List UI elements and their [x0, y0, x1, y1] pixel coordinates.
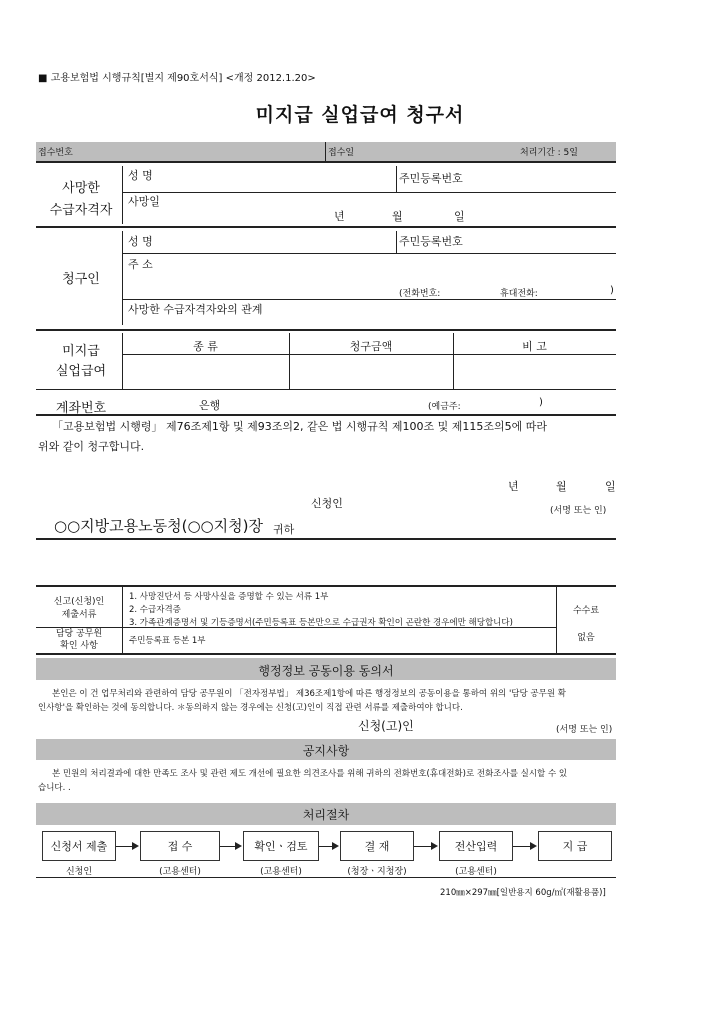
deceased-section-label: 사망한 수급자격자 [49, 181, 113, 218]
declaration-line-1: 「고용보험법 시행령」 제76조제1항 및 제93조의2, 같은 법 시행규칙 제100조 및 제115조의5에 따라 [52, 420, 547, 433]
account-holder-label: (예금주: [428, 402, 461, 412]
col-amount-header: 청구금액 [349, 340, 393, 353]
col-note-header: 비 고 [522, 340, 547, 353]
step-1-box: 신청서 제출 [42, 831, 116, 861]
fee-value: 없음 [577, 633, 595, 643]
declaration-line-2: 위와 같이 청구합니다. [38, 440, 145, 453]
official-check-item: 주민등록표 등본 1부 [129, 636, 206, 646]
receipt-number-label: 접수번호 [38, 148, 73, 158]
applicant-label: 신청인 [311, 497, 343, 510]
bank-label: 은행 [199, 399, 221, 412]
unpaid-section-label: 미지급 실업급여 [55, 344, 107, 379]
consent-text-1: 본인은 이 건 업무처리와 관련하여 담당 공무원이 「전자정부법」 제36조제1항에 따른 행정정보의 공동이용을 통하여 위의 '담당 공무원 확 [52, 689, 566, 699]
processing-period: 처리기간 : 5일 [520, 148, 578, 158]
deceased-id-label: 주민등록번호 [399, 172, 463, 185]
form-reference-text: 고용보험법 시행규칙[별지 제90호서식] <개정 2012.1.20> [50, 73, 316, 84]
claimant-phone-label: (전화번호: [399, 289, 441, 299]
arrow-right-icon [220, 846, 240, 847]
deceased-name-label: 성 명 [128, 169, 153, 182]
step-1-actor: 신청인 [65, 867, 93, 877]
arrow-right-icon [414, 846, 436, 847]
submit-docs-label: 신고(신청)인 제출서류 [53, 597, 105, 620]
step-3-box: 확인ㆍ검토 [243, 831, 319, 861]
process-title: 처리절차 [302, 808, 350, 822]
submit-doc-3: 3. 가족관계증명서 및 기등증명서(주민등록표 등본만으로 수급권자 확인이 곤란한 경우에만 해당합니다) [129, 618, 513, 628]
account-label: 계좌번호 [55, 401, 107, 416]
submit-doc-1: 1. 사망진단서 등 사망사실을 증명할 수 있는 서류 1부 [129, 592, 329, 602]
paper-spec: 210㎜×297㎜[일반용지 60g/㎡(재활용품)] [440, 888, 606, 898]
claimant-name-label: 성 명 [128, 235, 153, 248]
step-4-box: 결 재 [340, 831, 414, 861]
consent-signer: 신청(고)인 [358, 719, 414, 733]
bullet-icon: ■ [38, 73, 48, 84]
honorific: 귀하 [273, 523, 295, 536]
notice-title: 공지사항 [302, 744, 350, 758]
claimant-mobile-label: 휴대전화: [500, 289, 538, 299]
notice-text-2: 습니다. . [38, 783, 71, 793]
submit-doc-2: 2. 수급자격증 [129, 605, 181, 615]
receipt-date-label: 접수일 [328, 148, 355, 158]
claimant-section-label: 청구인 [62, 272, 100, 287]
col-type-header: 종 류 [193, 340, 218, 353]
arrow-right-icon [116, 846, 137, 847]
relation-label: 사망한 수급자격자와의 관계 [128, 303, 263, 316]
step-4-actor: (청장ㆍ지청장) [347, 867, 407, 877]
step-2-box: 접 수 [140, 831, 220, 861]
official-check-label: 담당 공무원 확인 사항 [55, 629, 103, 651]
step-5-box: 전산입력 [439, 831, 513, 861]
arrow-right-icon [513, 846, 535, 847]
step-2-actor: (고용센터) [159, 867, 201, 877]
form-reference [38, 69, 316, 84]
step-5-actor: (고용센터) [455, 867, 497, 877]
consent-sign-label: (서명 또는 인) [556, 725, 613, 735]
notice-text-1: 본 민원의 처리결과에 대한 만족도 조사 및 관련 제도 개선에 필요한 의견조사를 위해 귀하의 전화번호(휴대전화)로 전화조사를 실시할 수 있 [52, 769, 568, 779]
consent-text-2: 인사항'을 확인하는 것에 동의합니다. ＊동의하지 않는 경우에는 신청(고)인이 직접 관련 서류를 제출하여야 합니다. [38, 703, 463, 713]
fee-label: 수수료 [572, 606, 600, 616]
applicant-sign-label: (서명 또는 인) [550, 506, 607, 516]
step-6-box: 지 급 [538, 831, 612, 861]
arrow-right-icon [319, 846, 337, 847]
step-3-actor: (고용센터) [260, 867, 302, 877]
page-title: 미지급 실업급여 청구서 [255, 104, 465, 126]
consent-title: 행정정보 공동이용 동의서 [258, 664, 394, 678]
addressee: ○○지방고용노동청(○○지청)장 [54, 517, 263, 535]
claimant-id-label: 주민등록번호 [399, 235, 463, 248]
death-date-label: 사망일 [128, 195, 160, 208]
claimant-address-label: 주 소 [128, 258, 153, 271]
